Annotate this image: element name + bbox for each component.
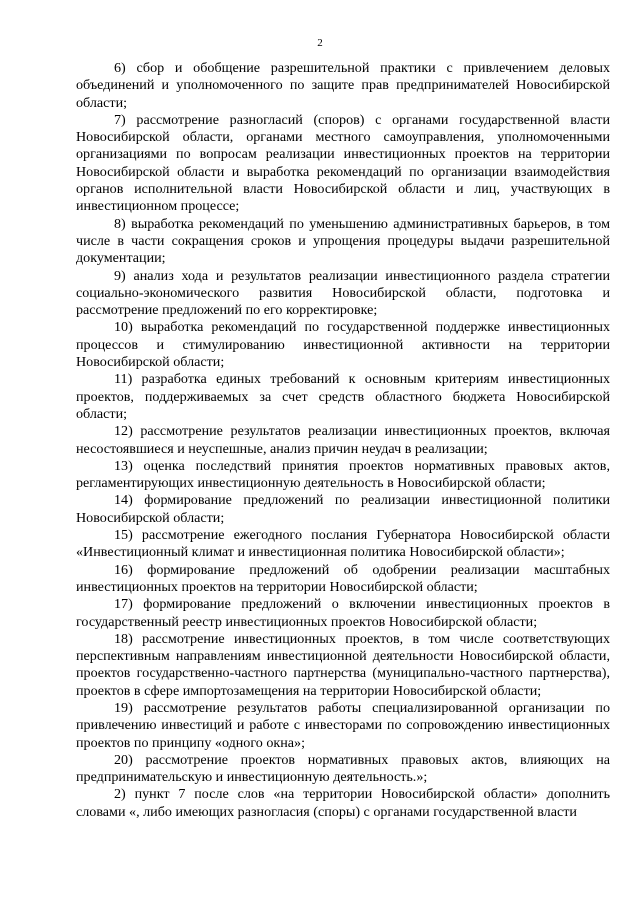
paragraph-item-18: 18) рассмотрение инвестиционных проектов, в том числе соответствующих перспективным направлениям инвестиционной деятельности Новосибирской области, проектов государственно-частного партнерства (муниципально-частного партнерства), проектов в сфере импортозамещения на территории Новосибирской области;: [76, 630, 610, 699]
paragraph-item-16: 16) формирование предложений об одобрении реализации масштабных инвестиционных проектов на территории Новосибирской области;: [76, 561, 610, 595]
paragraph-item-17: 17) формирование предложений о включении инвестиционных проектов в государственный реестр инвестиционных проектов Новосибирской области;: [76, 596, 610, 630]
paragraph-item-9: 9) анализ хода и результатов реализации инвестиционного раздела стратегии социально-экономического развития Новосибирской области, подготовка и рассмотрение предложений по его корректировке;: [76, 267, 610, 319]
paragraph-item-20: 20) рассмотрение проектов нормативных правовых актов, влияющих на предпринимательскую и инвестиционную деятельность.»;: [76, 751, 610, 786]
document-body: [76, 60, 610, 821]
paragraph-item-8: 8) выработка рекомендаций по уменьшению административных барьеров, в том числе в части сокращения сроков и упрощения процедуры выдачи разрешительной документации;: [76, 215, 610, 267]
paragraph-item-10: 10) выработка рекомендаций по государственной поддержке инвестиционных процессов и стимулированию инвестиционной активности на территории Новосибирской области;: [76, 319, 610, 371]
paragraph-item-6: 6) сбор и обобщение разрешительной практики с привлечением деловых объединений и уполномоченного по защите прав предпринимателей Новосибирской области;: [76, 60, 610, 111]
paragraph-item-14: 14) формирование предложений по реализации инвестиционной политики Новосибирской области;: [76, 492, 610, 526]
paragraph-item-7: 7) рассмотрение разногласий (споров) с органами государственной власти Новосибирской области, органами местного самоуправления, уполномоченными организациями по вопросам реализации инвестиционных проектов на территории Новосибирской области и выработка рекомендаций по организации взаимодействия органов исполнительной власти Новосибирской области и лиц, участвующих в инвестиционном процессе;: [76, 111, 610, 215]
page-number: 2: [317, 37, 323, 49]
paragraph-item-11: 11) разработка единых требований к основным критериям инвестиционных проектов, поддерживаемых за счет средств областного бюджета Новосибирской области;: [76, 371, 610, 422]
paragraph-item-19: 19) рассмотрение результатов работы специализированной организации по привлечению инвестиций и работе с инвесторами по сопровождению инвестиционных проектов по принципу «одного окна»;: [76, 699, 610, 751]
paragraph-amendment-2: 2) пункт 7 после слов «на территории Новосибирской области» дополнить словами «, либо имеющих разногласия (споры) с органами государственной власти: [76, 786, 610, 820]
paragraph-item-12: 12) рассмотрение результатов реализации инвестиционных проектов, включая несостоявшиеся и неуспешные, анализ причин неудач в реализации;: [76, 423, 610, 457]
paragraph-item-13: 13) оценка последствий принятия проектов нормативных правовых актов, регламентирующих инвестиционную деятельность в Новосибирской области;: [76, 457, 610, 492]
paragraph-item-15: 15) рассмотрение ежегодного послания Губернатора Новосибирской области «Инвестиционный климат и инвестиционная политика Новосибирской области»;: [76, 527, 610, 561]
